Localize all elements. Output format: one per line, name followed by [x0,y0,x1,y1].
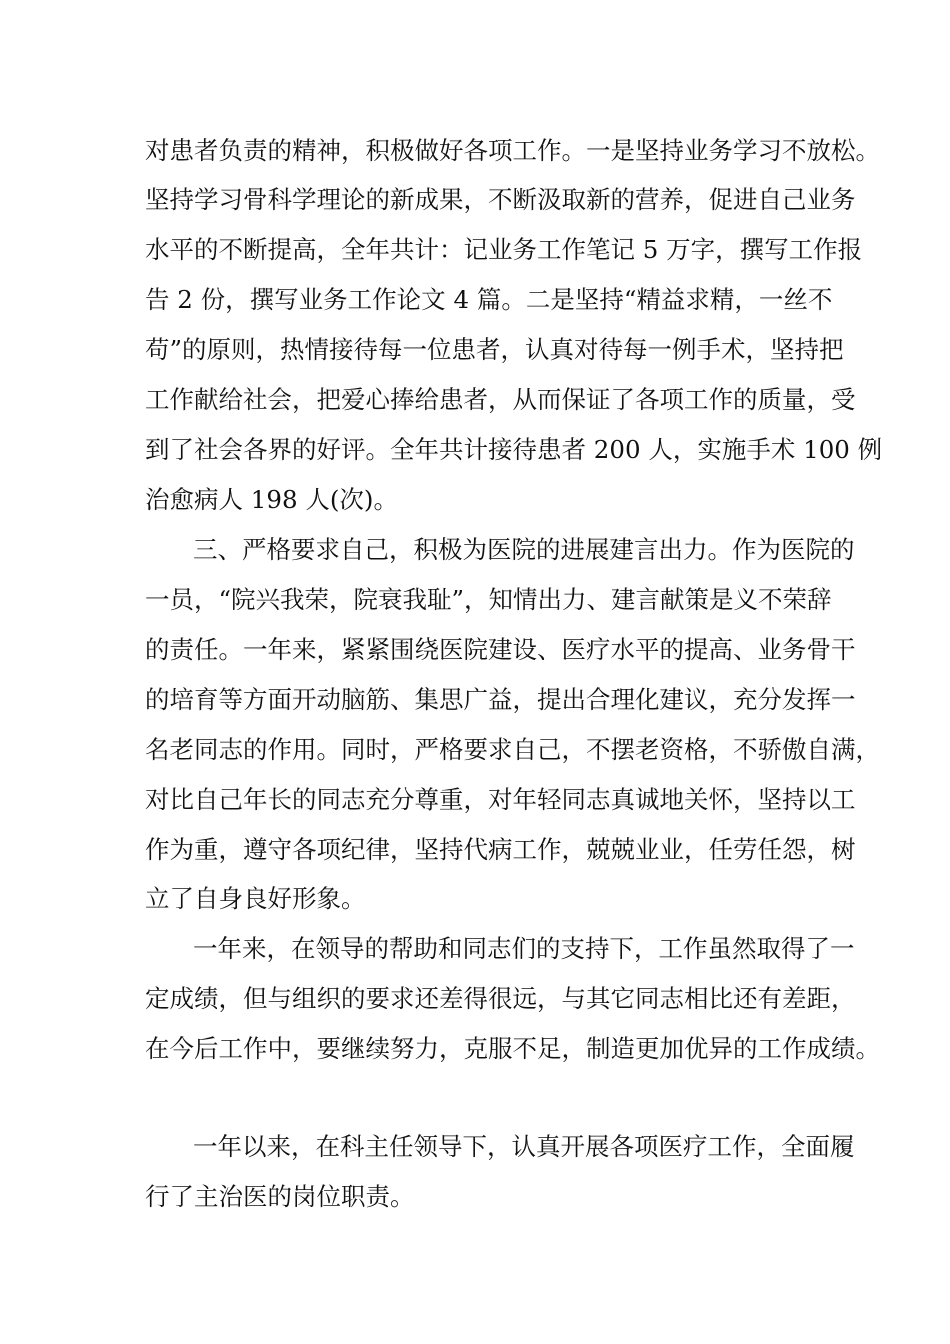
text-line: 名老同志的作用。同时，严格要求自己，不摆老资格，不骄傲自满， [145,735,880,764]
text-line: 水平的不断提高，全年共计：记业务工作笔记 5 万字，撰写工作报 [145,235,863,264]
text-line: 苟”的原则，热情接待每一位患者，认真对待每一例手术，坚持把 [145,335,844,364]
text-line: 行了主治医的岗位职责。 [145,1182,415,1211]
paragraph-first-line: 一年以来，在科主任领导下，认真开展各项医疗工作，全面履 [193,1132,855,1161]
text-line: 定成绩，但与组织的要求还差得很远，与其它同志相比还有差距， [145,984,856,1013]
text-line: 作为重，遵守各项纪律，坚持代病工作，兢兢业业，任劳任怨，树 [145,835,856,864]
text-line: 一员，“院兴我荣，院衰我耻”，知情出力、建言献策是义不荣辞 [145,585,832,614]
text-line: 立了自身良好形象。 [145,884,366,913]
text-line: 治愈病人 198 人(次)。 [145,485,398,514]
text-line: 的责任。一年来，紧紧围绕医院建设、医疗水平的提高、业务骨干 [145,635,856,664]
text-line: 坚持学习骨科学理论的新成果，不断汲取新的营养，促进自己业务 [145,185,856,214]
text-line: 的培育等方面开动脑筋、集思广益，提出合理化建议，充分发挥一 [145,685,856,714]
text-line: 对患者负责的精神，积极做好各项工作。一是坚持业务学习不放松。 [145,136,880,165]
text-line: 在今后工作中，要继续努力，克服不足，制造更加优异的工作成绩。 [145,1034,880,1063]
text-line: 到了社会各界的好评。全年共计接待患者 200 人，实施手术 100 例 [145,435,883,464]
text-line: 告 2 份，撰写业务工作论文 4 篇。二是坚持“精益求精，一丝不 [145,285,833,314]
paragraph-first-line: 三、严格要求自己，积极为医院的进展建言出力。作为医院的 [193,535,855,564]
text-line: 工作献给社会，把爱心捧给患者，从而保证了各项工作的质量，受 [145,385,856,414]
text-line: 对比自己年长的同志充分尊重，对年轻同志真诚地关怀，坚持以工 [145,785,856,814]
paragraph-first-line: 一年来，在领导的帮助和同志们的支持下，工作虽然取得了一 [193,934,855,963]
